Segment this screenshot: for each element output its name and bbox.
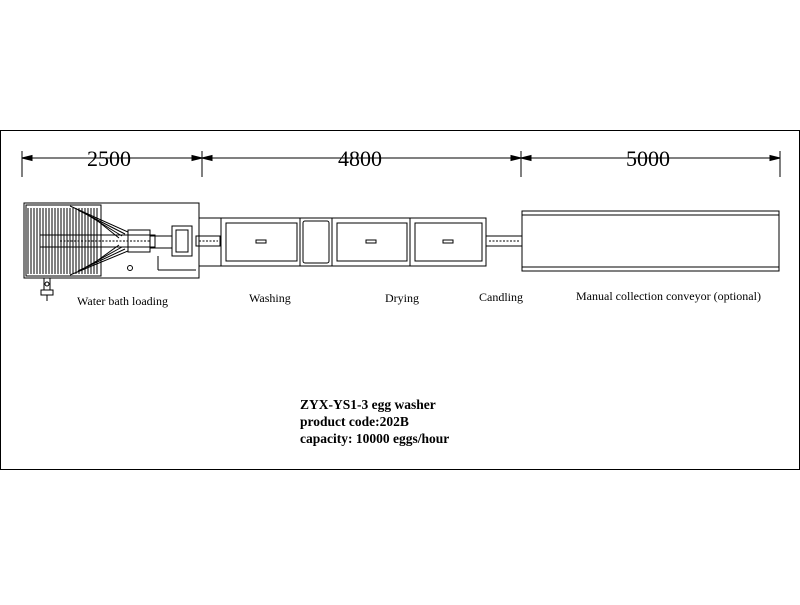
dimension-label-processing: 4800	[338, 146, 382, 171]
label-drying: Drying	[385, 291, 419, 305]
product-info	[300, 396, 449, 447]
product-code: product code:202B	[300, 414, 409, 429]
drying-section	[410, 218, 486, 266]
label-washing: Washing	[249, 291, 291, 305]
label-water-bath-loading: Water bath loading	[77, 294, 169, 308]
water-bath-loading-unit	[24, 203, 199, 301]
model-name: ZYX-YS1-3 egg washer	[300, 397, 436, 412]
transfer-connector	[196, 218, 221, 266]
washing-section	[221, 218, 410, 266]
candling-section	[486, 236, 522, 246]
dimension-label-loading: 2500	[87, 146, 131, 171]
label-candling: Candling	[479, 290, 523, 304]
collection-conveyor	[522, 211, 779, 271]
dimension-label-collection: 5000	[626, 146, 670, 171]
capacity: capacity: 10000 eggs/hour	[300, 431, 450, 446]
label-collection-conveyor: Manual collection conveyor (optional)	[576, 289, 761, 303]
